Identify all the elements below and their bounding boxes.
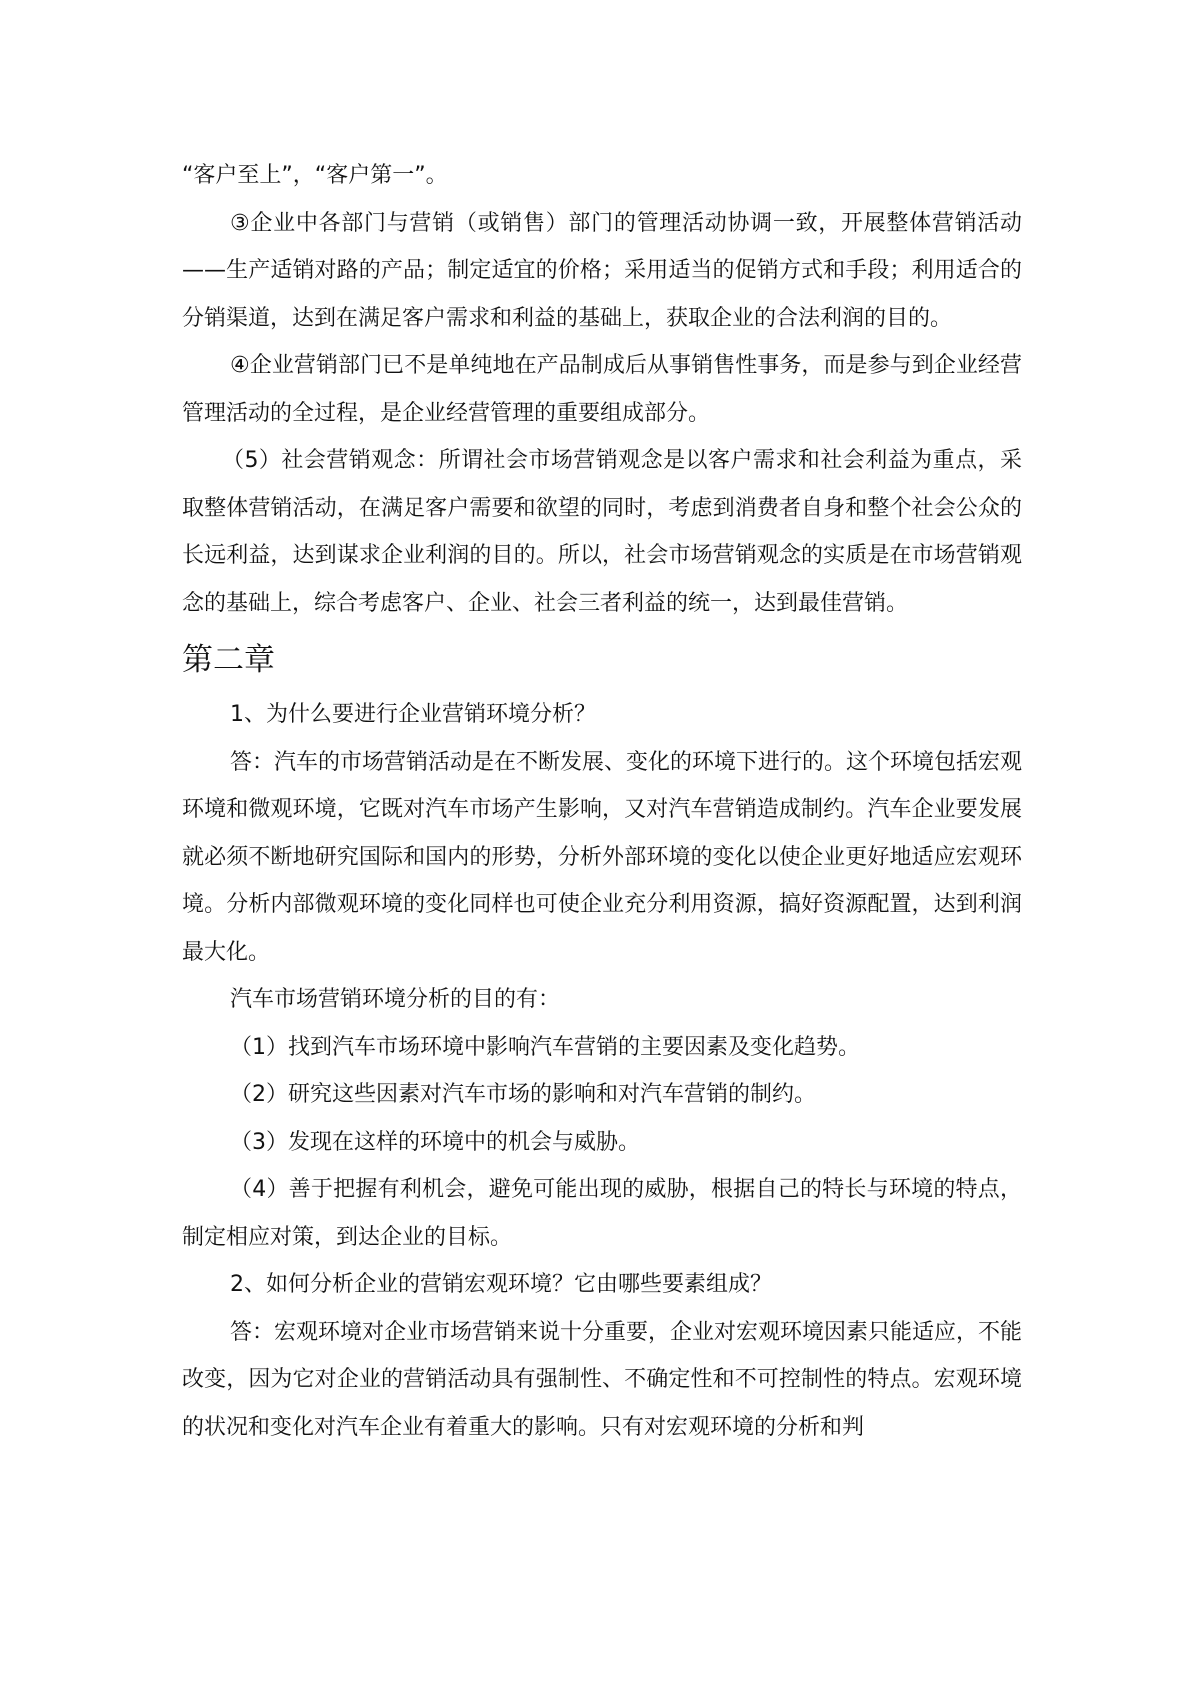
analysis-purpose-intro: 汽车市场营销环境分析的目的有： — [230, 987, 561, 1012]
paragraph-customer-first: “客户至上”，“客户第一”。 — [182, 163, 448, 188]
paragraph-social-marketing: （5）社会营销观念：所谓社会市场营销观念是以客户需求和社会利益为重点，采取整体营销活动，在满足客户需要和欲望的同时，考虑到消费者自身和整个社会公众的长远利益，达到谋求企业利润的目的。所以，社会市场营销观念的实质是在市场营销观念的基础上，综合考虑客户、企业、社会三者利益的统一，达到最佳营销。 — [182, 448, 1022, 616]
purpose-item-1: （1）找到汽车市场环境中影响汽车营销的主要因素及变化趋势。 — [230, 1034, 860, 1060]
paragraph-point-3: ③企业中各部门与营销（或销售）部门的管理活动协调一致，开展整体营销活动——生产适销对路的产品；制定适宜的价格；采用适当的促销方式和手段；利用适合的分销渠道，达到在满足客户需求和利益的基础上，获取企业的合法利润的目的。 — [182, 210, 1022, 331]
page-content — [182, 152, 1022, 1451]
purpose-item-3: （3）发现在这样的环境中的机会与威胁。 — [230, 1129, 640, 1155]
paragraph-point-4: ④企业营销部门已不是单纯地在产品制成后从事销售性事务，而是参与到企业经营管理活动的全过程，是企业经营管理的重要组成部分。 — [182, 353, 1022, 426]
question-1: 1、为什么要进行企业营销环境分析？ — [230, 702, 596, 727]
answer-2: 答：宏观环境对企业市场营销来说十分重要，企业对宏观环境因素只能适应，不能改变，因为它对企业的营销活动具有强制性、不确定性和不可控制性的特点。宏观环境的状况和变化对汽车企业有着重大的影响。只有对宏观环境的分析和判 — [182, 1319, 1023, 1440]
purpose-item-2: （2）研究这些因素对汽车市场的影响和对汽车营销的制约。 — [230, 1082, 816, 1107]
question-2: 2、如何分析企业的营销宏观环境？它由哪些要素组成？ — [230, 1272, 772, 1297]
chapter-heading: 第二章 — [182, 642, 275, 678]
purpose-item-4: （4）善于把握有利机会，避免可能出现的威胁，根据自己的特长与环境的特点，制定相应对策，到达企业的目标。 — [182, 1177, 1022, 1250]
answer-1: 答：汽车的市场营销活动是在不断发展、变化的环境下进行的。这个环境包括宏观环境和微观环境，它既对汽车市场产生影响，又对汽车营销造成制约。汽车企业要发展就必须不断地研究国际和国内的形势，分析外部环境的变化以使企业更好地适应宏观环境。分析内部微观环境的变化同样也可使企业充分利用资源，搞好资源配置，达到利润最大化。 — [182, 749, 1023, 965]
